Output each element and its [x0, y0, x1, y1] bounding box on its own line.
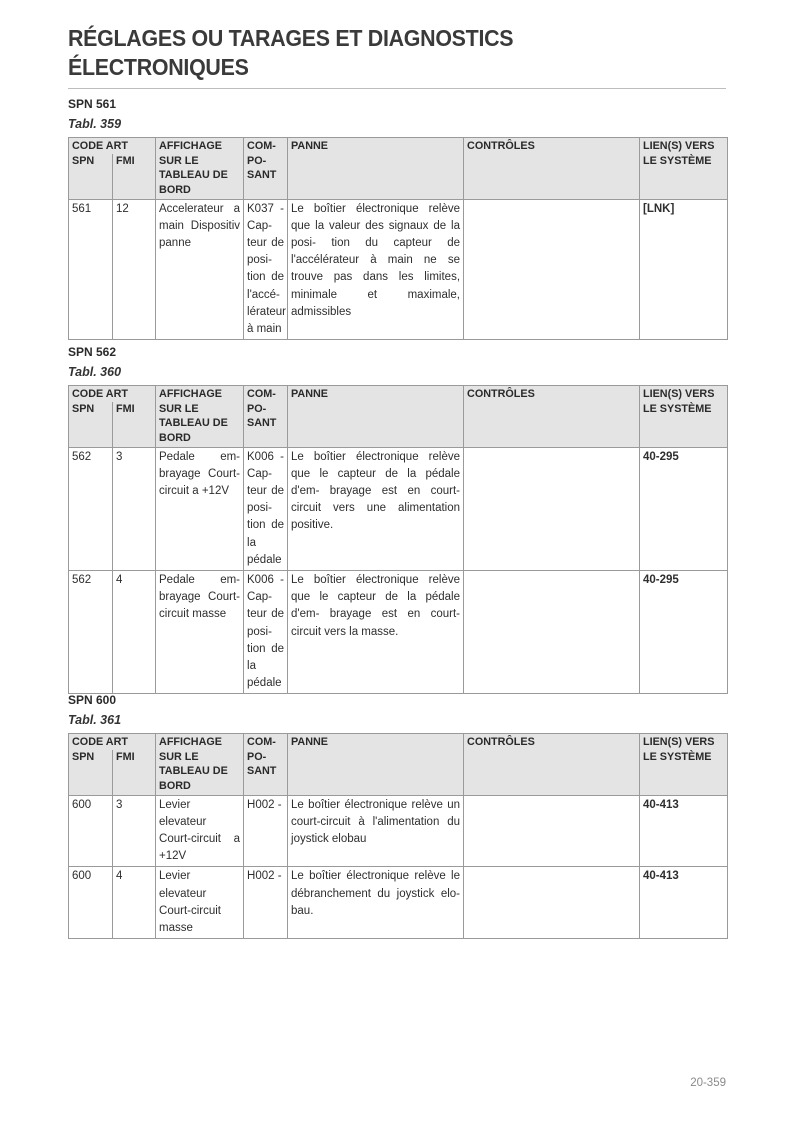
header-liens: LIEN(S) VERS LE SYSTÈME [640, 386, 728, 448]
cell-panne: Le boîtier électronique relève que le capteur de la pédale d'em- brayage est en court-circuit vers la masse. [288, 570, 464, 693]
header-affichage: AFFICHAGE SUR LE TABLEAU DE BORD [156, 386, 244, 448]
cell-controles [464, 570, 640, 693]
page-title [68, 24, 682, 82]
page-title-line1: RÉGLAGES OU TARAGES ET DIAGNOSTICS [68, 25, 514, 51]
spn-heading: SPN 562 [68, 345, 117, 359]
header-affichage: AFFICHAGE SUR LE TABLEAU DE BORD [156, 138, 244, 200]
cell-controles [464, 447, 640, 570]
cell-composant: K006 - Cap- teur de posi- tion de la pédale [244, 570, 288, 693]
header-spn: SPN [69, 154, 113, 200]
cell-affichage: Levier elevateur Court-circuit masse [156, 867, 244, 939]
cell-spn: 600 [69, 867, 113, 939]
table-row [69, 795, 728, 867]
cell-composant: K037 - Cap- teur de posi- tion de l'accé- lérateur à main [244, 199, 288, 340]
title-divider [68, 88, 726, 89]
spn-heading: SPN 561 [68, 97, 117, 111]
cell-liens[interactable]: [LNK] [640, 199, 728, 340]
header-fmi: FMI [113, 402, 156, 448]
cell-fmi: 3 [113, 795, 156, 867]
cell-fmi: 3 [113, 447, 156, 570]
header-code-art: CODE ART [69, 386, 156, 402]
cell-liens[interactable]: 40-413 [640, 867, 728, 939]
header-liens: LIEN(S) VERS LE SYSTÈME [640, 138, 728, 200]
header-panne: PANNE [288, 386, 464, 448]
cell-spn: 561 [69, 199, 113, 340]
cell-affichage: Accelerateur a main Dispositiv panne [156, 199, 244, 340]
cell-affichage: Pedale em- brayage Court- circuit a +12V [156, 447, 244, 570]
cell-spn: 562 [69, 447, 113, 570]
header-spn: SPN [69, 750, 113, 796]
header-code-art: CODE ART [69, 734, 156, 750]
table-row [69, 447, 728, 570]
spn-heading: SPN 600 [68, 693, 117, 707]
cell-affichage: Levier elevateur Court-circuit a +12V [156, 795, 244, 867]
table-label: Tabl. 360 [68, 365, 122, 379]
table-label: Tabl. 359 [68, 117, 122, 131]
cell-composant: H002 - [244, 867, 288, 939]
cell-fmi: 4 [113, 867, 156, 939]
cell-liens[interactable]: 40-295 [640, 570, 728, 693]
header-fmi: FMI [113, 154, 156, 200]
cell-panne: Le boîtier électronique relève le débranchement du joystick elo- bau. [288, 867, 464, 939]
header-composant: COM- PO- SANT [244, 734, 288, 796]
header-controles: CONTRÔLES [464, 138, 640, 200]
page-number: 20-359 [690, 1077, 726, 1089]
header-code-art: CODE ART [69, 138, 156, 154]
table-row [69, 867, 728, 939]
table-row [69, 199, 728, 340]
header-controles: CONTRÔLES [464, 386, 640, 448]
header-composant: COM- PO- SANT [244, 138, 288, 200]
header-spn: SPN [69, 402, 113, 448]
cell-affichage: Pedale em- brayage Court- circuit masse [156, 570, 244, 693]
cell-panne: Le boîtier électronique relève un court-circuit à l'alimentation du joystick elobau [288, 795, 464, 867]
cell-spn: 600 [69, 795, 113, 867]
section-spn-561 [68, 97, 727, 340]
diagnostic-table [68, 137, 728, 340]
cell-panne: Le boîtier électronique relève que la valeur des signaux de la posi- tion du capteur de l'accélérateur à main ne se trouve pas dans les limites, minimale et maximale, admissibles [288, 199, 464, 340]
header-composant: COM- PO- SANT [244, 386, 288, 448]
cell-controles [464, 867, 640, 939]
cell-fmi: 4 [113, 570, 156, 693]
cell-liens[interactable]: 40-295 [640, 447, 728, 570]
table-row [69, 570, 728, 693]
cell-panne: Le boîtier électronique relève que le capteur de la pédale d'em- brayage est en court-circuit vers une alimentation positive. [288, 447, 464, 570]
cell-liens[interactable]: 40-413 [640, 795, 728, 867]
page-title-line2: ÉLECTRONIQUES [68, 54, 249, 80]
header-affichage: AFFICHAGE SUR LE TABLEAU DE BORD [156, 734, 244, 796]
diagnostic-table [68, 733, 728, 939]
header-panne: PANNE [288, 734, 464, 796]
header-controles: CONTRÔLES [464, 734, 640, 796]
cell-controles [464, 199, 640, 340]
table-label: Tabl. 361 [68, 713, 122, 727]
cell-composant: H002 - [244, 795, 288, 867]
cell-fmi: 12 [113, 199, 156, 340]
section-spn-600 [68, 693, 727, 939]
section-spn-562 [68, 345, 727, 694]
header-fmi: FMI [113, 750, 156, 796]
cell-controles [464, 795, 640, 867]
header-panne: PANNE [288, 138, 464, 200]
diagnostic-table [68, 385, 728, 694]
cell-spn: 562 [69, 570, 113, 693]
cell-composant: K006 - Cap- teur de posi- tion de la pédale [244, 447, 288, 570]
header-liens: LIEN(S) VERS LE SYSTÈME [640, 734, 728, 796]
